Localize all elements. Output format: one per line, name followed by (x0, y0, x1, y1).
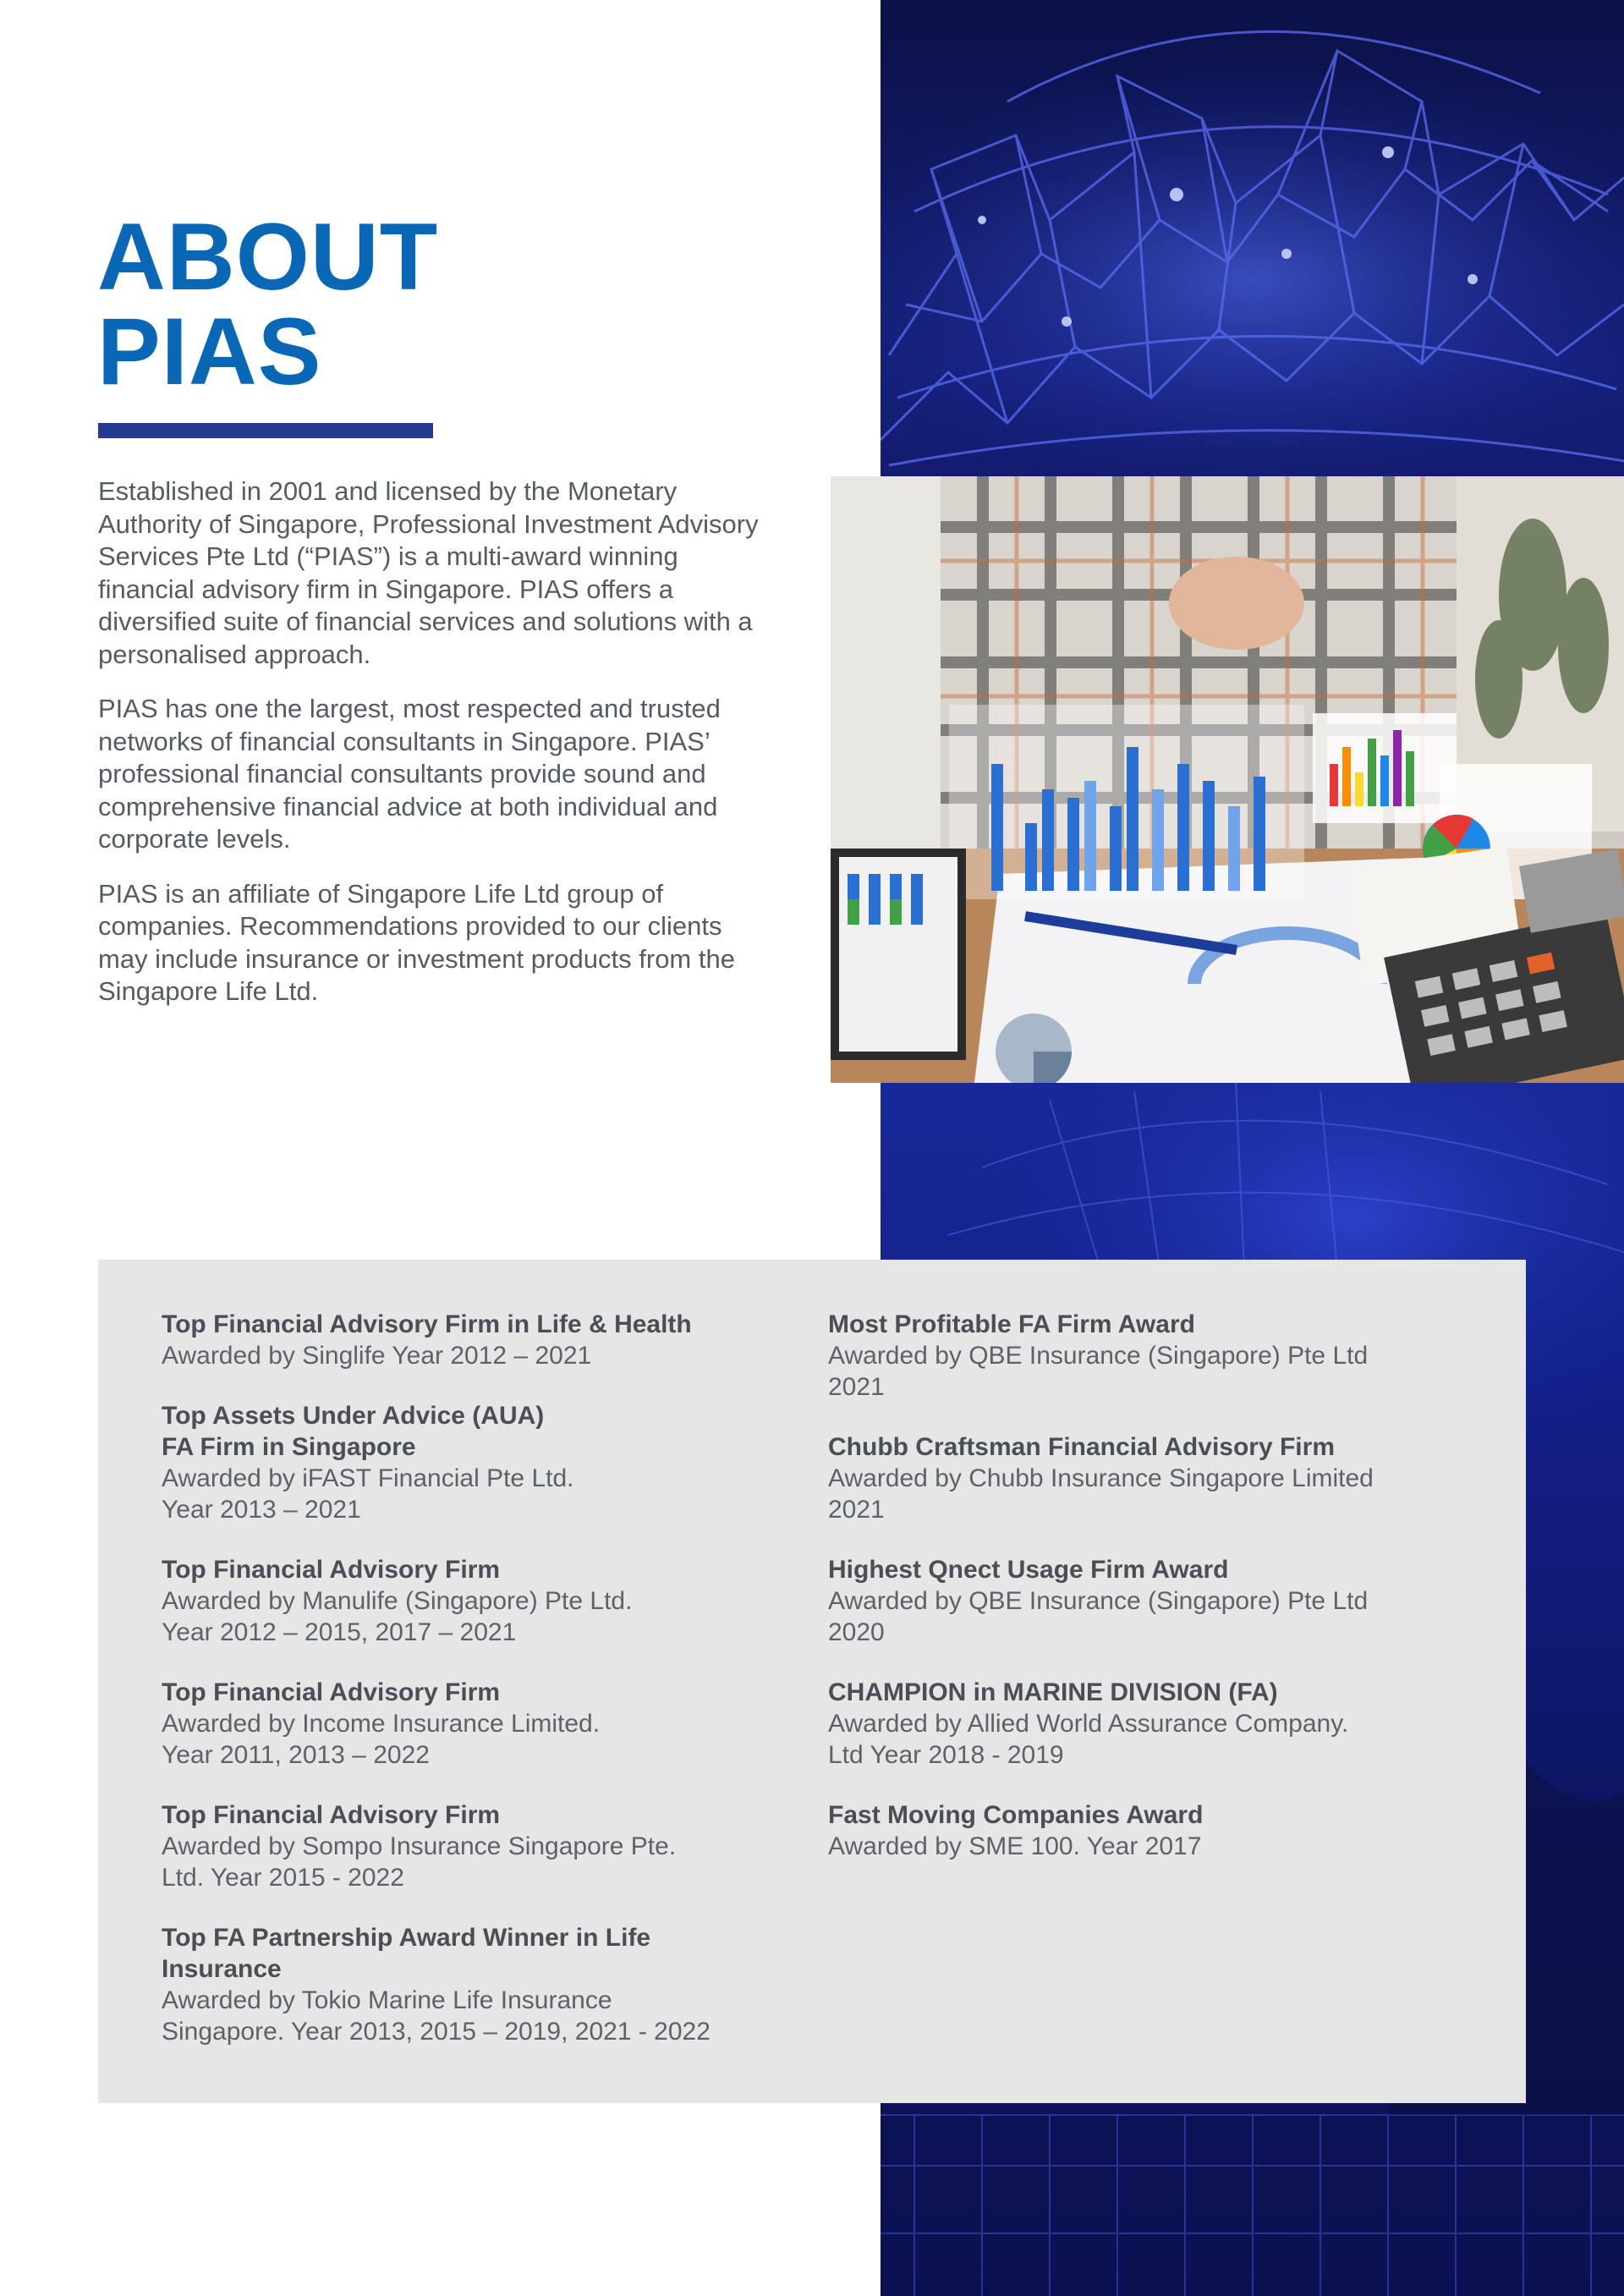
award-title: Top FA Partnership Award Winner in Life Insurance (162, 1924, 651, 1983)
intro-paragraph-1: Established in 2001 and licensed by the Monetary Authority of Singapore, Professional Investment Advisory Services Pte Ltd (“PIAS”) is a multi-award winning financial advisory firm in Singapore. PIAS offers a diversified suite of financial services and solutions with a personalised approach. (98, 476, 759, 669)
award-title: Top Financial Advisory Firm (162, 1678, 501, 1706)
award-item (828, 1554, 1479, 1648)
award-item (828, 1799, 1479, 1862)
award-item (828, 1431, 1479, 1525)
award-title: CHAMPION in MARINE DIVISION (FA) (828, 1678, 1278, 1706)
award-description: Awarded by QBE Insurance (Singapore) Pte Ltd 2021 (828, 1342, 1369, 1401)
title-underline-divider (98, 423, 433, 438)
award-item (828, 1309, 1479, 1403)
award-description: Awarded by iFAST Financial Pte Ltd. Year 2013 – 2021 (162, 1464, 574, 1524)
award-item (162, 1799, 787, 1893)
awards-column-right (828, 1309, 1479, 1891)
award-description: Awarded by Allied World Assurance Company. Ltd Year 2018 - 2019 (828, 1710, 1349, 1769)
award-description: Awarded by Tokio Marine Life Insurance Singapore. Year 2013, 2015 – 2019, 2021 - 2022 (162, 1986, 710, 2046)
award-title: Top Financial Advisory Firm (162, 1556, 501, 1584)
award-title: Fast Moving Companies Award (828, 1801, 1204, 1829)
page-title-line-1: ABOUT (97, 204, 439, 310)
award-description: Awarded by SME 100. Year 2017 (828, 1832, 1202, 1860)
intro-paragraph-2: PIAS has one the largest, most respected and trusted networks of financial consultants in Singapore. PIAS’ professional financial consultants provide sound and comprehensive financial advice at both individual and corporate levels. (98, 694, 721, 854)
page-title (97, 204, 439, 404)
award-item (162, 1309, 787, 1371)
awards-column-left (162, 1309, 787, 2076)
awards-panel (98, 1260, 1526, 2103)
intro-text (98, 475, 792, 1030)
award-description: Awarded by Manulife (Singapore) Pte Ltd. Year 2012 – 2015, 2017 – 2021 (162, 1587, 633, 1646)
award-title: Top Assets Under Advice (AUA) FA Firm in Singapore (162, 1402, 545, 1461)
award-item (162, 1677, 787, 1771)
award-item (162, 1400, 787, 1525)
award-title: Most Profitable FA Firm Award (828, 1310, 1195, 1338)
award-title: Chubb Craftsman Financial Advisory Firm (828, 1433, 1335, 1461)
financial-charts-illustration (831, 476, 1624, 1083)
award-item (162, 1922, 787, 2047)
award-title: Top Financial Advisory Firm (162, 1801, 501, 1829)
intro-paragraph-3: PIAS is an affiliate of Singapore Life Ltd group of companies. Recommendations provided to our clients may include insurance or investment products from the Singapore Life Ltd. (98, 878, 735, 1006)
award-description: Awarded by Sompo Insurance Singapore Pte. Ltd. Year 2015 - 2022 (162, 1832, 677, 1892)
award-item (162, 1554, 787, 1648)
award-description: Awarded by Income Insurance Limited. Year 2011, 2013 – 2022 (162, 1710, 601, 1769)
award-description: Awarded by QBE Insurance (Singapore) Pte Ltd 2020 (828, 1587, 1369, 1646)
award-item (828, 1677, 1479, 1771)
award-title: Top Financial Advisory Firm in Life & Health (162, 1310, 692, 1338)
award-title: Highest Qnect Usage Firm Award (828, 1556, 1229, 1584)
award-description: Awarded by Singlife Year 2012 – 2021 (162, 1342, 592, 1370)
page-title-line-2: PIAS (97, 299, 322, 404)
financial-consultant-photo (831, 476, 1624, 1083)
award-description: Awarded by Chubb Insurance Singapore Limited 2021 (828, 1464, 1374, 1524)
